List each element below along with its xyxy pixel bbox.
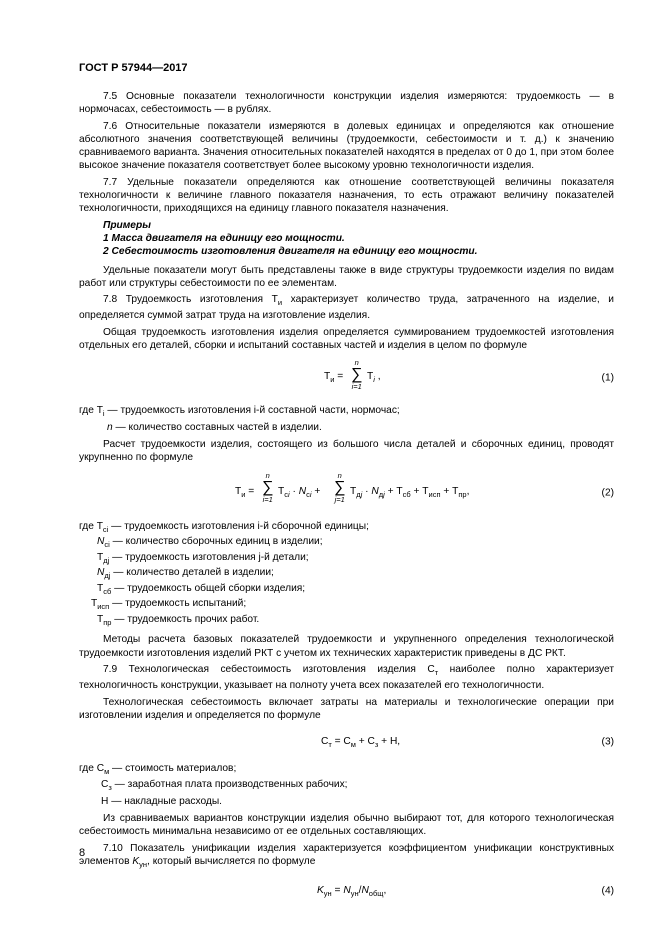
formula-1-number: (1) bbox=[601, 372, 614, 384]
def-sub: м bbox=[104, 767, 110, 777]
paragraph-calc: Расчет трудоемкости изделия, состоящего из большого числа деталей и сборочных единиц, проводят укрупненно по формуле bbox=[79, 439, 614, 464]
def-text: — заработная плата производственных рабочих; bbox=[111, 779, 348, 791]
def-1-0 bbox=[79, 404, 614, 420]
p79-part-a: 7.9 Технологическая себестоимость изготовления изделия С bbox=[103, 663, 435, 675]
p78-part-b: характеризует количество труда, затраченного на изделие, и определяется суммой затрат труда на изготовление изделия. bbox=[79, 294, 614, 322]
def-sub: з bbox=[108, 783, 112, 793]
def-text: — накладные расходы. bbox=[108, 795, 223, 807]
def-text: — трудоемкость изготовления i-й сборочной единицы; bbox=[108, 520, 369, 532]
p79-sub: т bbox=[434, 667, 439, 677]
def-3-0 bbox=[79, 762, 614, 778]
def-2-4 bbox=[79, 583, 614, 599]
def-3-1 bbox=[79, 778, 614, 794]
def-sub: пр bbox=[103, 617, 112, 627]
paragraph-costs: Технологическая себестоимость включает затраты на материалы и технологические операции при изготовлении изделия и определяется по формуле bbox=[79, 696, 614, 721]
def-3-2 bbox=[79, 795, 614, 808]
paragraph-total: Общая трудоемкость изготовления изделия определяется суммированием трудоемкостей изготовления отдельных его деталей, сборки и испытаний составных частей и изделия в целом по формуле bbox=[79, 326, 614, 352]
paragraph-specific: Удельные показатели могут быть представлены также в виде структуры трудоемкости изделия по видам работ или структуры себестоимости по ее элементам. bbox=[79, 264, 614, 289]
def-2-2 bbox=[79, 552, 614, 568]
def-text: — стоимость материалов; bbox=[109, 763, 237, 775]
def-sub: дj bbox=[103, 555, 110, 565]
def-sub: дj bbox=[104, 571, 111, 581]
formula-2-number: (2) bbox=[601, 486, 614, 498]
paragraph-choose: Из сравниваемых вариантов конструкции изделия обычно выбирают тот, для которого технологическая себестоимость минимальна независимо от ее отдельных составляющих. bbox=[79, 813, 614, 838]
def-sym: С bbox=[101, 779, 109, 791]
definitions-2 bbox=[79, 521, 614, 630]
p710-sub: ун bbox=[139, 860, 148, 869]
def-text: — трудоемкость изготовления i-й составной части, нормочас; bbox=[104, 405, 400, 417]
p710-part-a: 7.10 Показатель унификации изделия характеризуется коэффициентом унификации конструктивных элементов bbox=[79, 842, 614, 867]
def-sym: Н bbox=[101, 795, 109, 807]
def-text: — количество деталей в изделии; bbox=[110, 567, 274, 579]
def-sym: Т bbox=[97, 582, 104, 594]
def-text: — трудоемкость общей сборки изделия; bbox=[111, 582, 306, 594]
formula-4: $K_{ун} = N_{ун}/N_{общ}$, (4) bbox=[317, 885, 614, 899]
examples-title: Примеры bbox=[103, 219, 151, 231]
def-sym: N bbox=[97, 536, 105, 548]
paragraph-methods: Методы расчета базовых показателей трудоемкости и укрупненного определения технологической трудоемкости изготовления изделий РКТ с учетом их технических характеристик приведены в ДС РКТ. bbox=[79, 634, 614, 659]
def-sym: Т bbox=[91, 598, 98, 610]
sum-symbol: n ∑ i=1 bbox=[262, 470, 274, 504]
p710-symbol: K bbox=[132, 855, 140, 867]
paragraph-7-9 bbox=[79, 663, 614, 693]
page-body bbox=[79, 90, 614, 911]
def-text: — трудоемкость прочих работ. bbox=[111, 613, 260, 625]
def-sub: исп bbox=[97, 602, 110, 612]
example-1: 1 Масса двигателя на единицу его мощности. bbox=[103, 232, 345, 244]
def-sub: сi bbox=[104, 540, 110, 550]
paragraph-7-5: 7.5 Основные показатели технологичности конструкции изделия измеряются: трудоемкость — в нормочасах, себестоимость — в рублях. bbox=[79, 91, 614, 116]
formula-4-number: (4) bbox=[601, 885, 614, 897]
def-2-5 bbox=[79, 598, 614, 614]
paragraph-7-6: 7.6 Относительные показатели измеряются в долевых единицах и определяются как отношение абсолютного значения соответствующей величины (трудоемкости, себестоимости и т. д.) к значению сравниваемого варианта. Значения относительных показателей находятся в пределах от 0 до 1, при этом более высокое значение показателя соответствует более высокому уровню технологичности изделия. bbox=[79, 120, 614, 172]
formula-2: $Т_и$ = n ∑ i=1 $Т_{сi} \cdot N_{сi}$ + n ∑ j=1 $Т_{дj} \cdot N_{дj} + Т_{сб} + Т_{исп} + Т_{пр}$, (2) bbox=[235, 470, 614, 504]
page-number: 8 bbox=[79, 847, 86, 859]
def-1-1 bbox=[79, 421, 614, 434]
standard-code: ГОСТ Р 57944—2017 bbox=[79, 62, 188, 74]
paragraph-7-8 bbox=[79, 293, 614, 323]
paragraph-7-7: 7.7 Удельные показатели определяются как отношение соответствующей величины показателя технологичности к величине главного показателя назначения, то есть отражают величину показателей технологичности, приходящихся на единицу главного показателя назначения. bbox=[79, 176, 614, 215]
example-2: 2 Себестоимость изготовления двигателя на единицу его мощности. bbox=[103, 246, 478, 258]
def-text: — трудоемкость изготовления j-й детали; bbox=[109, 551, 309, 563]
def-sym: n bbox=[107, 421, 113, 433]
def-2-6 bbox=[79, 614, 614, 630]
def-sym: Т bbox=[97, 551, 104, 563]
def-sym: где С bbox=[79, 763, 105, 775]
formula-3-number: (3) bbox=[601, 736, 614, 748]
def-2-0 bbox=[79, 521, 614, 537]
paragraph-7-10 bbox=[79, 842, 614, 872]
def-sym: Т bbox=[97, 613, 104, 625]
p78-part-a: 7.8 Трудоемкость изготовления Т bbox=[103, 294, 278, 306]
def-text: — количество сборочных единиц в изделии; bbox=[109, 536, 323, 548]
def-sub: сб bbox=[103, 586, 112, 596]
definitions-3 bbox=[79, 762, 614, 808]
def-2-3 bbox=[79, 567, 614, 583]
def-sub: сi bbox=[102, 524, 109, 534]
p78-sub: и bbox=[277, 298, 283, 308]
def-2-1 bbox=[79, 536, 614, 552]
def-sym: где Т bbox=[79, 405, 103, 417]
def-sym: N bbox=[97, 567, 105, 579]
def-text: — трудоемкость испытаний; bbox=[109, 598, 247, 610]
formula-3: $С_т = С_м + С_з + Н$, (3) bbox=[321, 736, 614, 750]
def-text: — количество составных частей в изделии. bbox=[112, 421, 322, 433]
p79-part-b: наиболее полно характеризует технологичность конструкции, указывает на полноту учета всех показателей его технологичности. bbox=[79, 663, 615, 692]
sum-symbol: n ∑ i=1 bbox=[351, 358, 363, 392]
p710-part-b: , который вычисляется по формуле bbox=[147, 855, 316, 867]
sum-symbol: n ∑ j=1 bbox=[334, 470, 346, 504]
definitions-1 bbox=[79, 404, 614, 434]
def-sym: где Т bbox=[79, 520, 103, 532]
formula-1: $Т_и$ = n ∑ i=1 $Т_i$ , (1) bbox=[324, 358, 614, 392]
def-sub: i bbox=[102, 409, 105, 419]
